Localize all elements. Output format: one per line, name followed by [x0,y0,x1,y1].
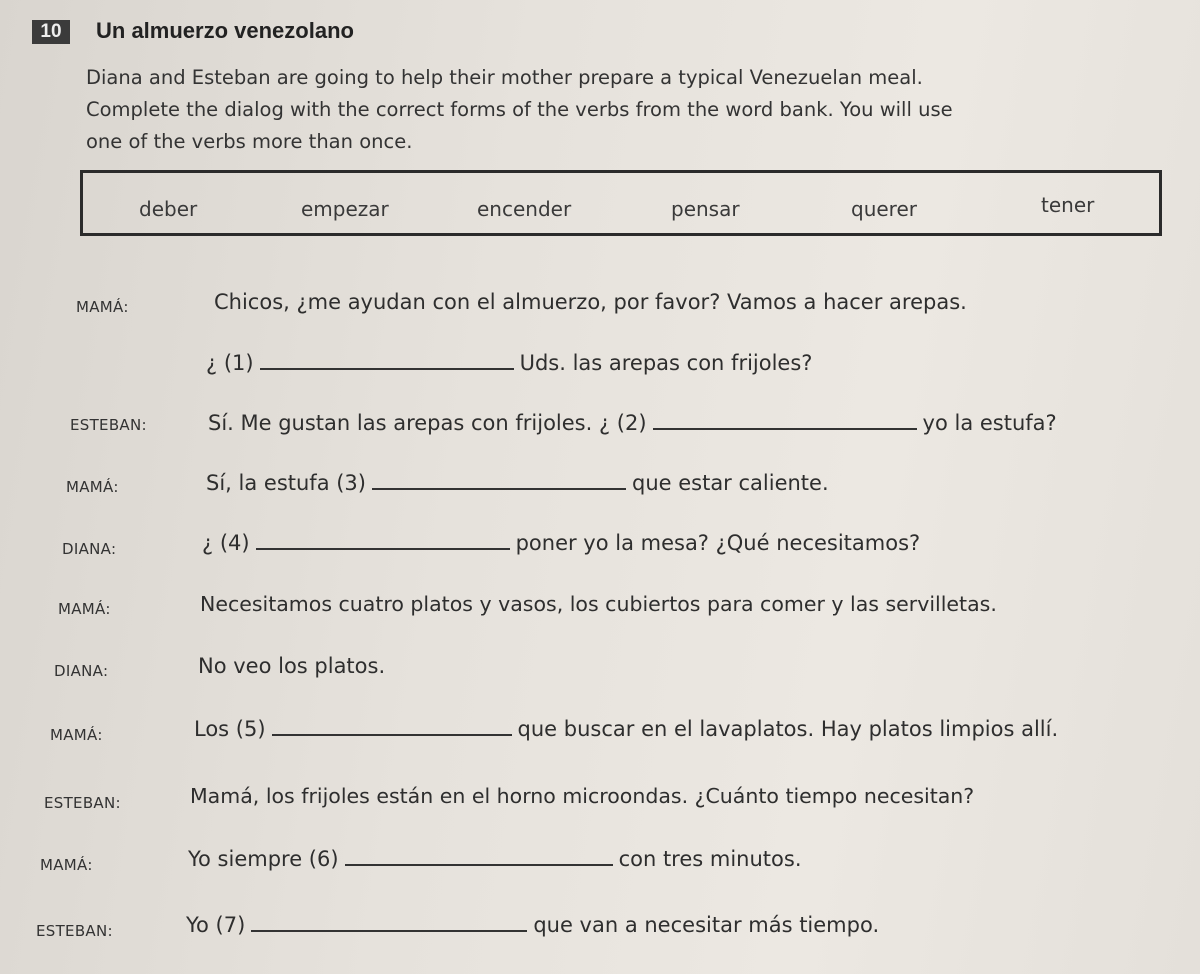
instructions-line: Diana and Esteban are going to help their mother prepare a typical Venezuelan meal. [86,66,923,89]
dialog-text: Yo (7) [186,913,246,937]
answer-blank-7[interactable] [251,912,527,932]
dialog-text: No veo los platos. [198,654,386,678]
exercise-number: 10 [32,20,70,44]
dialog-text: con tres minutos. [618,847,802,871]
word-bank [80,170,1162,236]
word-bank-item: querer [851,197,917,221]
speaker-label: MAMÁ: [40,856,93,874]
dialog-line [200,592,997,616]
exercise-title: Un almuerzo venezolano [96,18,354,43]
dialog-text: Sí. Me gustan las arepas con frijoles. ¿ (2) [208,411,647,435]
dialog-line [214,290,967,314]
word-bank-item: encender [477,197,572,221]
dialog-line [194,716,1058,741]
answer-blank-1[interactable] [260,350,514,370]
dialog-text: Yo siempre (6) [188,847,339,871]
dialog-text: ¿ (1) [206,351,254,375]
dialog-text: poner yo la mesa? ¿Qué necesitamos? [515,531,921,555]
dialog-line [190,784,974,808]
speaker-label: ESTEBAN: [44,794,121,812]
speaker-label: MAMÁ: [76,298,129,316]
dialog-line [206,470,829,495]
dialog-text: yo la estufa? [922,411,1057,435]
dialog-line [206,350,812,375]
word-bank-item: tener [1041,193,1095,217]
dialog-line [202,530,920,555]
answer-blank-5[interactable] [272,716,512,736]
dialog-line [186,912,879,937]
dialog-text: Uds. las arepas con frijoles? [519,351,813,375]
dialog-text: Mamá, los frijoles están en el horno microondas. ¿Cuánto tiempo necesitan? [190,784,975,808]
answer-blank-2[interactable] [653,410,917,430]
dialog-text: Necesitamos cuatro platos y vasos, los cubiertos para comer y las servilletas. [200,592,997,616]
speaker-label: DIANA: [54,662,109,680]
word-bank-item: deber [139,197,198,221]
answer-blank-3[interactable] [372,470,626,490]
dialog-line [188,846,802,871]
dialog-text: que van a necesitar más tiempo. [533,913,880,937]
speaker-label: ESTEBAN: [70,416,147,434]
dialog-text: Los (5) [194,717,266,741]
speaker-label: DIANA: [62,540,117,558]
dialog-line [208,410,1057,435]
word-bank-item: pensar [671,197,740,221]
dialog-text: Chicos, ¿me ayudan con el almuerzo, por favor? Vamos a hacer arepas. [214,290,967,314]
speaker-label: MAMÁ: [66,478,119,496]
instructions [86,62,1166,158]
dialog-text: que buscar en el lavaplatos. Hay platos limpios allí. [517,717,1059,741]
speaker-label: ESTEBAN: [36,922,113,940]
dialog-text: que estar caliente. [631,471,829,495]
dialog-line [198,654,385,678]
speaker-label: MAMÁ: [58,600,111,618]
instructions-line: one of the verbs more than once. [86,130,413,153]
word-bank-item: empezar [301,197,389,221]
answer-blank-6[interactable] [345,846,613,866]
speaker-label: MAMÁ: [50,726,103,744]
dialog-text: Sí, la estufa (3) [206,471,366,495]
instructions-line: Complete the dialog with the correct forms of the verbs from the word bank. You will use [86,98,953,121]
dialog-text: ¿ (4) [202,531,250,555]
answer-blank-4[interactable] [256,530,510,550]
